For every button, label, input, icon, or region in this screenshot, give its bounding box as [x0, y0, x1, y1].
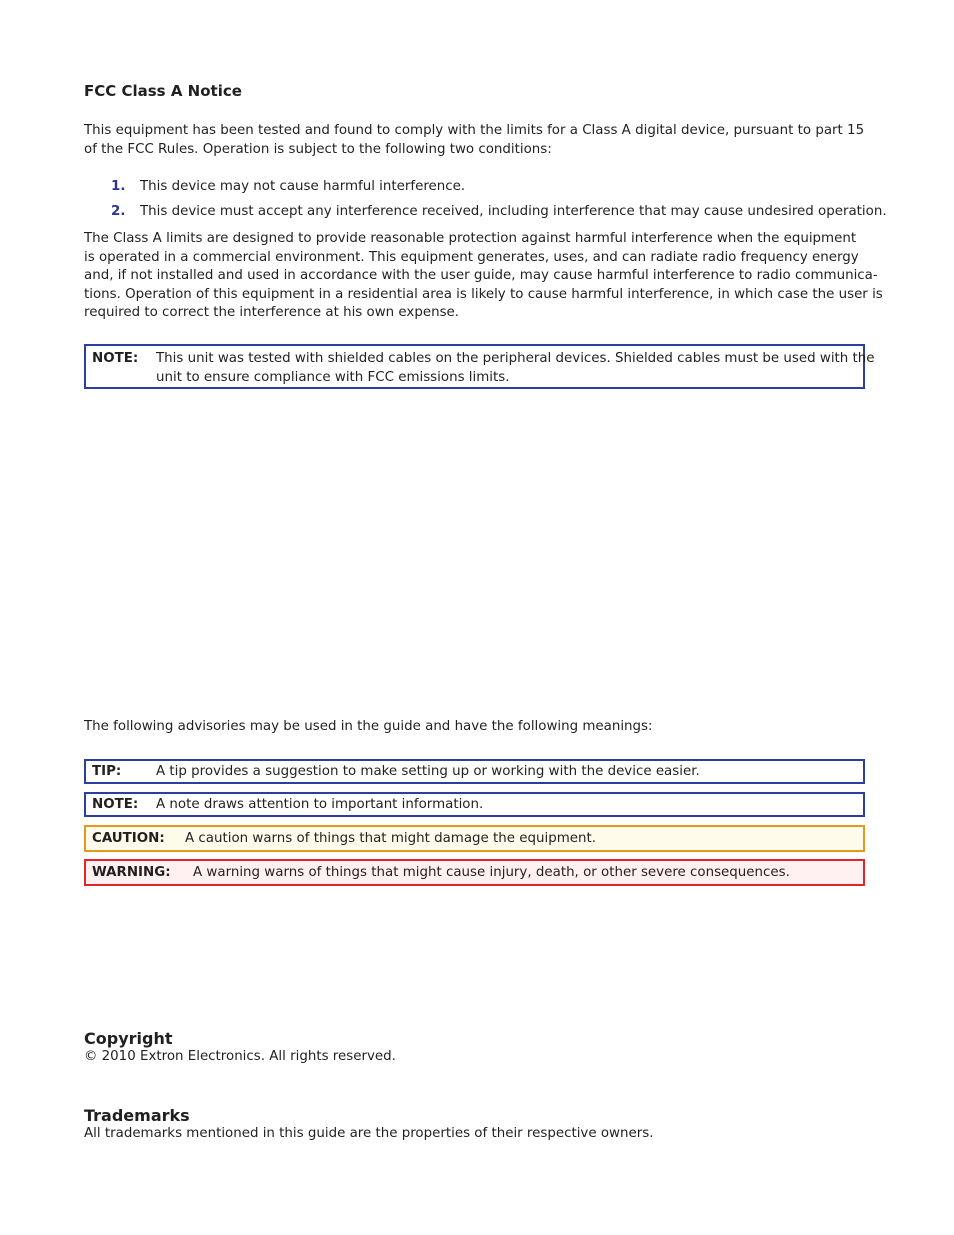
note-box	[84, 792, 865, 817]
fcc-limits-line: The Class A limits are designed to provide reasonable protection against harmful interference when the equipment	[84, 231, 857, 246]
caution-label: CAUTION:	[92, 831, 165, 846]
note-line: This unit was tested with shielded cables on the peripheral devices. Shielded cables must be used with the	[156, 351, 875, 366]
warning-box	[84, 859, 865, 886]
copyright-text: © 2010 Extron Electronics. All rights reserved.	[84, 1049, 396, 1064]
note-label: NOTE:	[92, 797, 139, 812]
copyright-heading: Copyright	[84, 1029, 173, 1048]
note-text	[156, 350, 875, 387]
condition-item	[84, 177, 874, 197]
fcc-limits-paragraph	[84, 230, 884, 323]
condition-number: 2.	[111, 204, 126, 219]
condition-text: This device must accept any interference received, including interference that may cause undesired operation.	[140, 204, 887, 219]
advisories-intro: The following advisories may be used in the guide and have the following meanings:	[84, 719, 653, 734]
trademarks-text: All trademarks mentioned in this guide are the properties of their respective owners.	[84, 1126, 654, 1141]
fcc-limits-line: required to correct the interference at his own expense.	[84, 305, 460, 320]
caution-text: A caution warns of things that might damage the equipment.	[185, 831, 596, 846]
fcc-intro-line: of the FCC Rules. Operation is subject to the following two conditions:	[84, 141, 552, 157]
condition-text: This device may not cause harmful interference.	[140, 179, 466, 194]
note-text: A note draws attention to important information.	[156, 797, 484, 812]
condition-item	[84, 202, 887, 222]
fcc-limits-line: is operated in a commercial environment. This equipment generates, uses, and can radiate radio frequency energy	[84, 249, 859, 265]
fcc-limits-line: tions. Operation of this equipment in a residential area is likely to cause harmful interference, in which case the user is	[84, 286, 883, 302]
note-label: NOTE:	[92, 351, 139, 366]
warning-text: A warning warns of things that might cause injury, death, or other severe consequences.	[193, 865, 790, 880]
fcc-intro	[84, 122, 884, 159]
tip-box	[84, 759, 865, 784]
condition-number: 1.	[111, 179, 126, 194]
warning-label: WARNING:	[92, 865, 171, 880]
fcc-intro-line: This equipment has been tested and found to comply with the limits for a Class A digital device, pursuant to part 15	[84, 123, 865, 138]
tip-label: TIP:	[92, 764, 122, 779]
caution-box	[84, 825, 865, 852]
tip-text: A tip provides a suggestion to make setting up or working with the device easier.	[156, 764, 700, 779]
trademarks-heading: Trademarks	[84, 1106, 190, 1125]
fcc-limits-line: and, if not installed and used in accordance with the user guide, may cause harmful interference to radio communica-	[84, 268, 878, 283]
fcc-heading: FCC Class A Notice	[84, 82, 242, 100]
note-line: unit to ensure compliance with FCC emissions limits.	[156, 369, 510, 385]
fcc-note-box	[84, 344, 875, 389]
